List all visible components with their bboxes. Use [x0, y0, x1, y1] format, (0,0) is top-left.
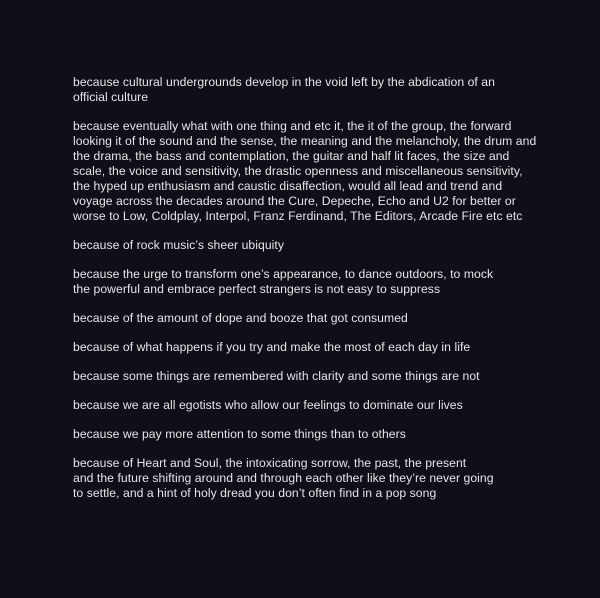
paragraph-8: [73, 398, 543, 413]
text-block: [73, 75, 543, 501]
paragraph-line: because of rock music’s sheer ubiquity: [73, 238, 284, 252]
paragraph-gap: [73, 105, 543, 119]
paragraph-line: because of the amount of dope and booze that got consumed: [73, 311, 408, 325]
paragraph-gap: [73, 326, 543, 340]
paragraph-gap: [73, 384, 543, 398]
paragraph-5: [73, 311, 543, 326]
paragraph-gap: [73, 297, 543, 311]
paragraph-line: because we are all egotists who allow our feelings to dominate our lives: [73, 398, 463, 412]
paragraph-line: because of Heart and Soul, the intoxicating sorrow, the past, the present: [73, 456, 467, 470]
paragraph-line: looking it of the sound and the sense, the meaning and the melancholy, the drum and: [73, 134, 537, 148]
paragraph-gap: [73, 413, 543, 427]
paragraph-line: the drama, the bass and contemplation, the guitar and half lit faces, the size and: [73, 149, 510, 163]
paragraph-line: because some things are remembered with clarity and some things are not: [73, 369, 480, 383]
paragraph-line: because of what happens if you try and make the most of each day in life: [73, 340, 471, 354]
paragraph-line: worse to Low, Coldplay, Interpol, Franz Ferdinand, The Editors, Arcade Fire etc etc: [73, 209, 523, 223]
paragraph-3: [73, 238, 543, 253]
paragraph-line: because the urge to transform one’s appearance, to dance outdoors, to mock: [73, 267, 494, 281]
paragraph-7: [73, 369, 543, 384]
paragraph-line: to settle, and a hint of holy dread you don’t often find in a pop song: [73, 486, 437, 500]
paragraph-line: because eventually what with one thing and etc it, the it of the group, the forward: [73, 119, 512, 133]
paragraph-2: [73, 119, 543, 224]
paragraph-line: because we pay more attention to some things than to others: [73, 427, 406, 441]
paragraph-line: because cultural undergrounds develop in the void left by the abdication of an: [73, 75, 495, 89]
paragraph-line: the hyped up enthusiasm and caustic disaffection, would all lead and trend and: [73, 179, 503, 193]
paragraph-line: the powerful and embrace perfect strangers is not easy to suppress: [73, 282, 441, 296]
paragraph-gap: [73, 224, 543, 238]
paragraph-line: official culture: [73, 90, 149, 104]
paragraph-4: [73, 267, 543, 297]
paragraph-gap: [73, 355, 543, 369]
paragraph-6: [73, 340, 543, 355]
paragraph-line: voyage across the decades around the Cure, Depeche, Echo and U2 for better or: [73, 194, 516, 208]
paragraph-9: [73, 427, 543, 442]
paragraph-10: [73, 456, 543, 501]
paragraph-gap: [73, 442, 543, 456]
paragraph-line: and the future shifting around and through each other like they’re never going: [73, 471, 494, 485]
paragraph-line: scale, the voice and sensitivity, the drastic openness and miscellaneous sensitivity,: [73, 164, 523, 178]
paragraph-gap: [73, 253, 543, 267]
paragraph-1: [73, 75, 543, 105]
